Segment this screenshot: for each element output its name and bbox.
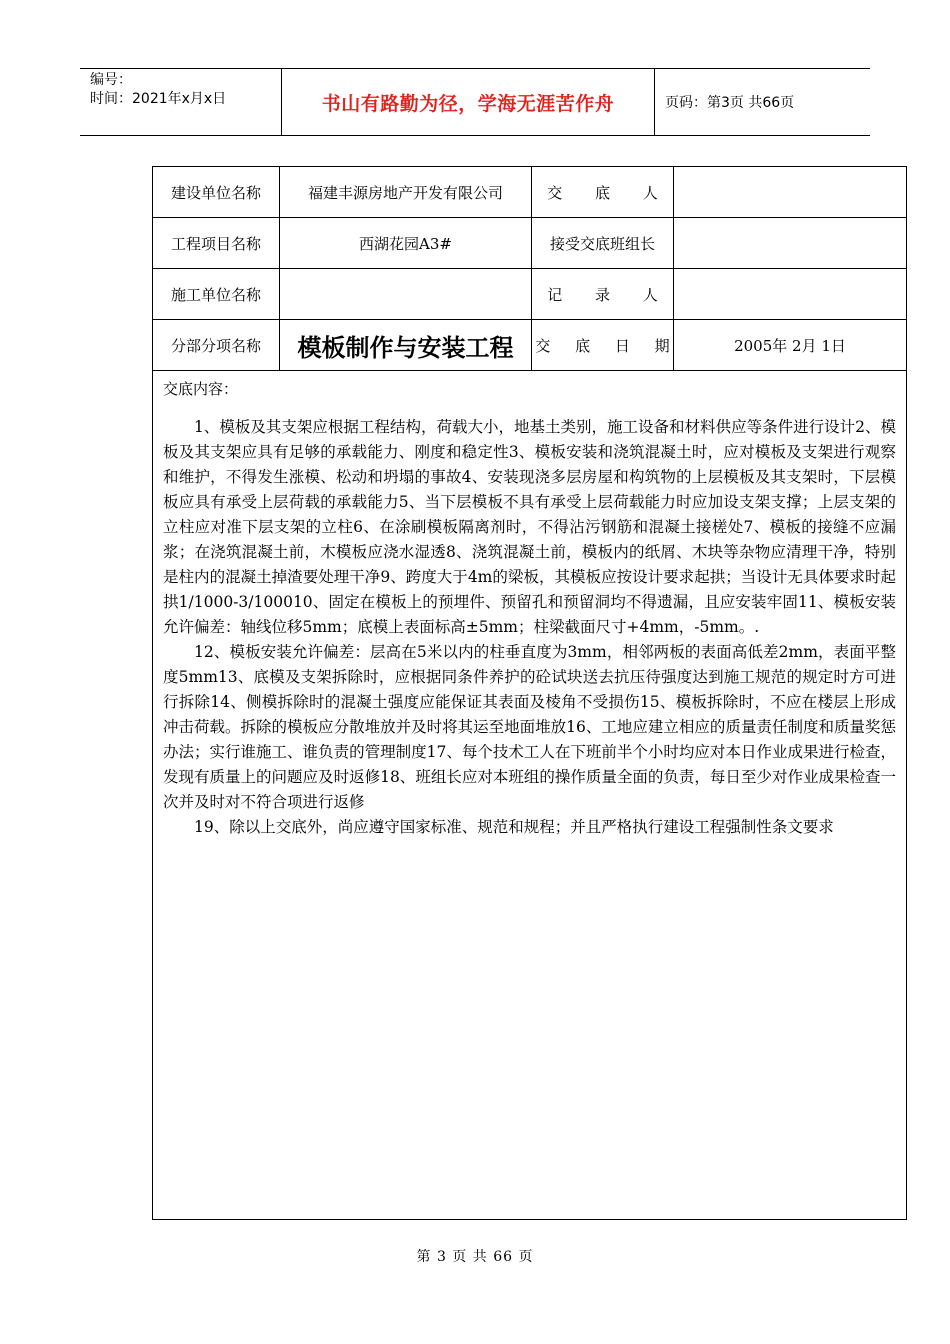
label-disclosure-date: 交 底 日 期 — [532, 320, 674, 370]
disclosure-content — [153, 373, 906, 840]
value-subitem-name: 模板制作与安装工程 — [280, 320, 532, 370]
table-row — [153, 167, 906, 218]
header-page-number: 页码：第3页 共66页 — [665, 95, 795, 111]
table-row — [153, 320, 906, 371]
disclosure-form-table — [152, 166, 907, 1220]
label-contractor: 施工单位名称 — [153, 269, 280, 319]
value-receiving-team-leader — [674, 218, 906, 268]
value-disclosure-date: 2005年 2月 1日 — [734, 336, 846, 355]
document-number-label: 编号： — [90, 72, 132, 88]
value-contractor — [280, 269, 532, 319]
table-row — [153, 218, 906, 269]
label-construction-unit: 建设单位名称 — [153, 167, 280, 217]
value-project-name: 西湖花园A3# — [280, 218, 532, 268]
content-paragraph: 19、除以上交底外，尚应遵守国家标准、规范和规程；并且严格执行建设工程强制性条文要求 — [194, 818, 834, 836]
header-meta — [90, 71, 226, 109]
table-row — [153, 269, 906, 320]
document-time-label: 时间：2021年x月x日 — [90, 91, 227, 107]
label-subitem-name: 分部分项名称 — [153, 320, 280, 370]
header-motto: 书山有路勤为径，学海无涯苦作舟 — [321, 92, 615, 115]
value-construction-unit: 福建丰源房地产开发有限公司 — [280, 167, 532, 217]
footer-page-number: 第 3 页 共 66 页 — [416, 1249, 534, 1265]
content-label: 交底内容： — [163, 380, 239, 398]
value-discloser — [674, 167, 906, 217]
label-recorder: 记 录 人 — [532, 269, 674, 319]
header-divider-right — [654, 68, 655, 136]
label-receiving-team-leader: 接受交底班组长 — [532, 218, 674, 268]
content-paragraph: 1、模板及其支架应根据工程结构，荷载大小，地基土类别，施工设备和材料供应等条件进行设计2、模板及其支架应具有足够的承载能力、刚度和稳定性3、模板安装和浇筑混凝土时，应对模板及支架进行观察和维护，不得发生涨模、松动和坍塌的事故4、安装现浇多层房屋和构筑物的上层模板及其支架时，下层模板应具有承受上层荷载的承载能力5、当下层模板不具有承受上层荷载能力时应加设支架支撑；上层支架的立柱应对准下层支架的立柱6、在涂刷模板隔离剂时，不得沾污钢筋和混凝土接槎处7、模板的接缝不应漏浆；在浇筑混凝土前，木模板应浇水湿透8、浇筑混凝土前，模板内的纸屑、木块等杂物应清理干净，特别是柱内的混凝土掉渣要处理干净9、跨度大于4m的梁板，其模板应按设计要求起拱；当设计无具体要求时起拱1/1000-3/100010、固定在模板上的预埋件、预留孔和预留洞均不得遗漏，且应安装牢固11、模板安装允许偏差：轴线位移5mm；底模上表面标高±5mm；柱梁截面尺寸+4mm，-5mm。. — [163, 418, 896, 636]
content-paragraph: 12、模板安装允许偏差：层高在5米以内的柱垂直度为3mm，相邻两板的表面高低差2mm，表面平整度5mm13、底模及支架拆除时，应根据同条件养护的砼试块送去抗压待强度达到施工规范的规定时方可进行拆除14、侧模拆除时的混凝土强度应能保证其表面及棱角不受损伤15、模板拆除时，不应在楼层上形成冲击荷载。拆除的模板应分散堆放并及时将其运至地面堆放16、工地应建立相应的质量责任制度和质量奖惩办法；实行谁施工、谁负责的管理制度17、每个技术工人在下班前半个小时均应对本日作业成果进行检查，发现有质量上的问题应及时返修18、班组长应对本班组的操作质量全面的负责，每日至少对作业成果检查一次并及时对不符合项进行返修 — [163, 643, 896, 811]
label-project-name: 工程项目名称 — [153, 218, 280, 268]
label-discloser: 交 底 人 — [532, 167, 674, 217]
value-recorder — [674, 269, 906, 319]
